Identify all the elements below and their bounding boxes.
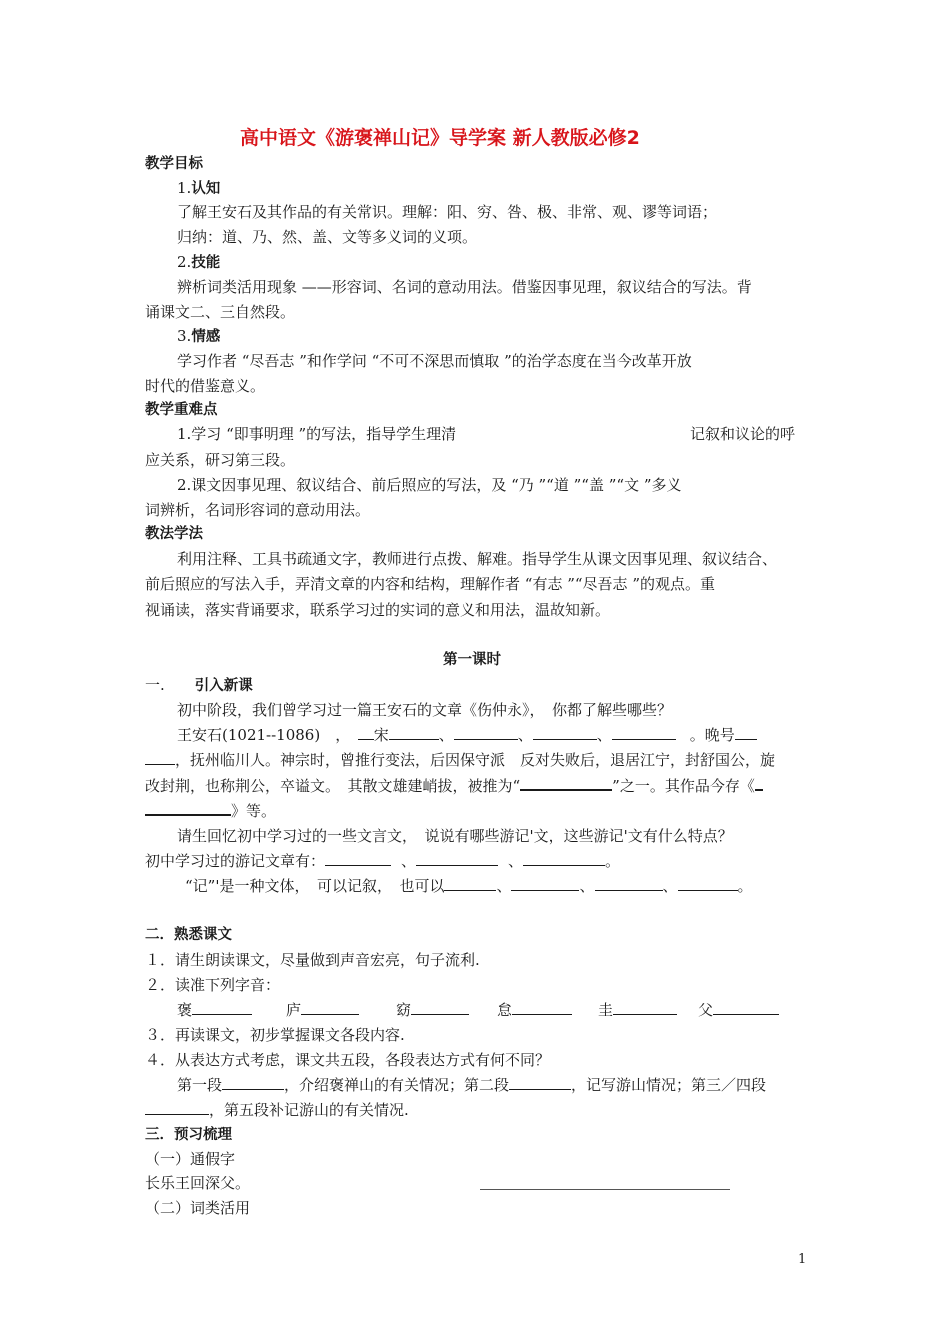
pronunciation-char-2: 庐 [286, 1000, 359, 1020]
part-2-item-3: ３．再读课文，初步掌握课文各段内容. [145, 1026, 405, 1044]
pronunciation-char-6: 父 [698, 1000, 779, 1020]
part-1-line-6: 请生回忆初中学习过的一些文言文， 说说有哪些游记'文，这些游记'文有什么特点？ [177, 827, 733, 845]
part-2-line-5: 第一段 ，介绍褒禅山的有关情况；第二段 ，记写游山情况；第三／四段 [177, 1076, 767, 1094]
part-3-heading: 三．预习梳理 [145, 1127, 232, 1143]
part-1-line-8: “记”'是一种文体， 可以记叙， 也可以 、 、 、 。 [185, 877, 753, 895]
answer-line [480, 1189, 730, 1190]
goal-2-line-1: 辨析词类活用现象 ——形容词、名词的意动用法。借鉴因事见理，叙议结合的写法。背 [177, 278, 752, 296]
key-point-2-line-1: 2.课文因事见理、叙议结合、前后照应的写法，及 “乃 ”“道 ”“盖 ”“文 ”多义 [177, 476, 682, 494]
part-2-item-2: ２．读准下列字音： [145, 976, 281, 994]
part-2-item-1: １．请生朗读课文，尽量做到声音宏亮，句子流利. [145, 951, 480, 969]
part-1-line-2: 王安石(1021--1086) ， 宋 、 、 、 。晚号 [177, 725, 757, 745]
key-point-2-line-2: 词辨析，名词形容词的意动用法。 [145, 501, 371, 519]
part-3-subheading-2: （二）词类活用 [145, 1199, 251, 1217]
goal-2-line-2: 诵课文二、三自然段。 [145, 303, 296, 321]
goal-1-line-1: 了解王安石及其作品的有关常识。理解：阳、穷、咎、极、非常、观、谬等词语； [177, 203, 718, 221]
goal-3-heading: 3.情感 [177, 327, 221, 345]
part-1-line-7: 初中学习过的游记文章有： 、 、 。 [145, 852, 621, 870]
part-3-subheading-1: （一）通假字 [145, 1150, 236, 1168]
key-point-1-part-b: 记叙和议论的呼 [690, 425, 796, 443]
key-point-1-part-a: 1.学习 “即事明理 ”的写法，指导学生理清 [177, 425, 457, 443]
pronunciation-char-1: 褒 [177, 1000, 252, 1020]
goal-3-line-2: 时代的借鉴意义。 [145, 377, 266, 395]
pronunciation-char-4: 怠 [497, 1000, 572, 1020]
section-heading-methods: 教法学法 [145, 526, 203, 542]
pronunciation-char-5: 圭 [598, 1000, 677, 1020]
part-1-line-1: 初中阶段，我们曾学习过一篇王安石的文章《伤仲永》， 你都了解些哪些？ [177, 701, 673, 719]
section-heading-goals: 教学目标 [145, 156, 203, 172]
document-title: 高中语文《游褒禅山记》导学案 新人教版必修2 [240, 127, 640, 149]
section-heading-key-points: 教学重难点 [145, 402, 218, 418]
pronunciation-char-3: 窈 [396, 1000, 469, 1020]
part-1-line-4: 改封荆，也称荆公，卒谥文。 其散文雄建峭拔，被推为“ ”之一。其作品今存《 [145, 775, 763, 796]
part-3-line-1: 长乐王回深父。 [145, 1174, 251, 1192]
methods-line-3: 视诵读，落实背诵要求，联系学习过的实词的意义和用法，温故知新。 [145, 601, 611, 619]
lesson-heading: 第一课时 [443, 652, 501, 668]
goal-2-heading: 2.技能 [177, 253, 221, 271]
part-1-line-3: ，抚州临川人。神宗时，曾推行变法，后因保守派 反对失败后，退居江宁，封舒国公，旋 [145, 750, 775, 770]
goal-3-line-1: 学习作者 “尽吾志 ”和作学问 “不可不深思而慎取 ”的治学态度在当今改革开放 [177, 352, 692, 370]
methods-line-1: 利用注释、工具书疏通文字，教师进行点拨、解难。指导学生从课文因事见理、叙议结合、 [177, 550, 778, 568]
goal-1-line-2: 归纳：道、乃、然、盖、文等多义词的义项。 [177, 228, 478, 246]
part-2-line-6: ，第五段补记游山的有关情况. [145, 1100, 409, 1120]
methods-line-2: 前后照应的写法入手，弄清文章的内容和结构，理解作者 “有志 ”“尽吾志 ”的观点。重 [145, 575, 715, 593]
key-point-1-line-2: 应关系，研习第三段。 [145, 451, 296, 469]
part-2-heading: 二．熟悉课文 [145, 927, 232, 943]
part-1-heading: 一. 引入新课 [145, 676, 253, 694]
page-number: 1 [798, 1252, 807, 1267]
goal-1-heading: 1.认知 [177, 179, 221, 197]
part-2-item-4: ４．从表达方式考虑，课文共五段，各段表达方式有何不同？ [145, 1051, 551, 1069]
part-1-line-5: 》等。 [145, 800, 276, 821]
